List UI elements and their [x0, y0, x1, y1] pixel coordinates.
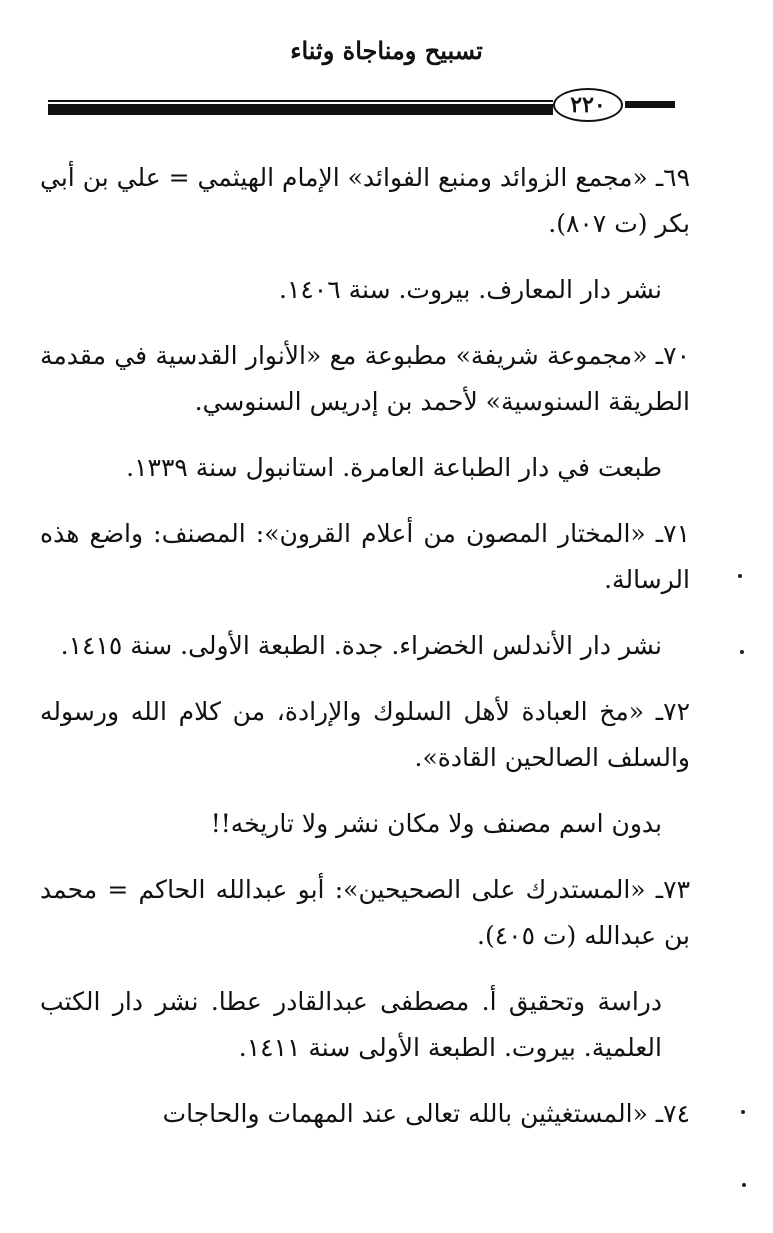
publication-info-73: دراسة وتحقيق أ. مصطفى عبدالقادر عطا. نشر دار الكتب العلمية. بيروت. الطبعة الأولى سنة ١٤١١.: [40, 987, 662, 1062]
bibliography-list: [40, 155, 690, 1157]
bibliography-entry-70: ٧٠ـ «مجموعة شريفة» مطبوعة مع «الأنوار القدسية في مقدمة الطريقة السنوسية» لأحمد بن إدريس السنوسي.: [40, 341, 690, 416]
publication-info-69: نشر دار المعارف. بيروت. سنة ١٤٠٦.: [279, 275, 662, 304]
scan-speck: [740, 650, 744, 654]
scan-speck: [741, 1110, 745, 1114]
scan-speck: [738, 574, 742, 578]
bibliography-entry-71: ٧١ـ «المختار المصون من أعلام القرون»: المصنف: واضع هذه الرسالة.: [40, 519, 690, 594]
bibliography-entry-74: ٧٤ـ «المستغيثين بالله تعالى عند المهمات والحاجات: [162, 1099, 690, 1128]
running-header-title: تسبيح ومناجاة وثناء: [290, 36, 483, 65]
scan-speck: [742, 1183, 746, 1187]
publication-info-71: نشر دار الأندلس الخضراء. جدة. الطبعة الأولى. سنة ١٤١٥.: [60, 631, 662, 660]
header-rule-left: [48, 104, 553, 115]
publication-info-72: بدون اسم مصنف ولا مكان نشر ولا تاريخه!!: [210, 809, 662, 838]
bibliography-entry-69: ٦٩ـ «مجمع الزوائد ومنبع الفوائد» الإمام الهيثمي = علي بن أبي بكر (ت ٨٠٧).: [40, 163, 690, 238]
bibliography-entry-73: ٧٣ـ «المستدرك على الصحيحين»: أبو عبدالله الحاكم = محمد بن عبدالله (ت ٤٠٥).: [40, 875, 690, 950]
publication-info-70: طبعت في دار الطباعة العامرة. استانبول سنة ١٣٣٩.: [126, 453, 662, 482]
bibliography-entry-72: ٧٢ـ «مخ العبادة لأهل السلوك والإرادة، من كلام الله ورسوله والسلف الصالحين القادة».: [40, 697, 690, 772]
page-number: ٢٢٠: [553, 88, 623, 122]
header-rule-right: [625, 101, 675, 108]
